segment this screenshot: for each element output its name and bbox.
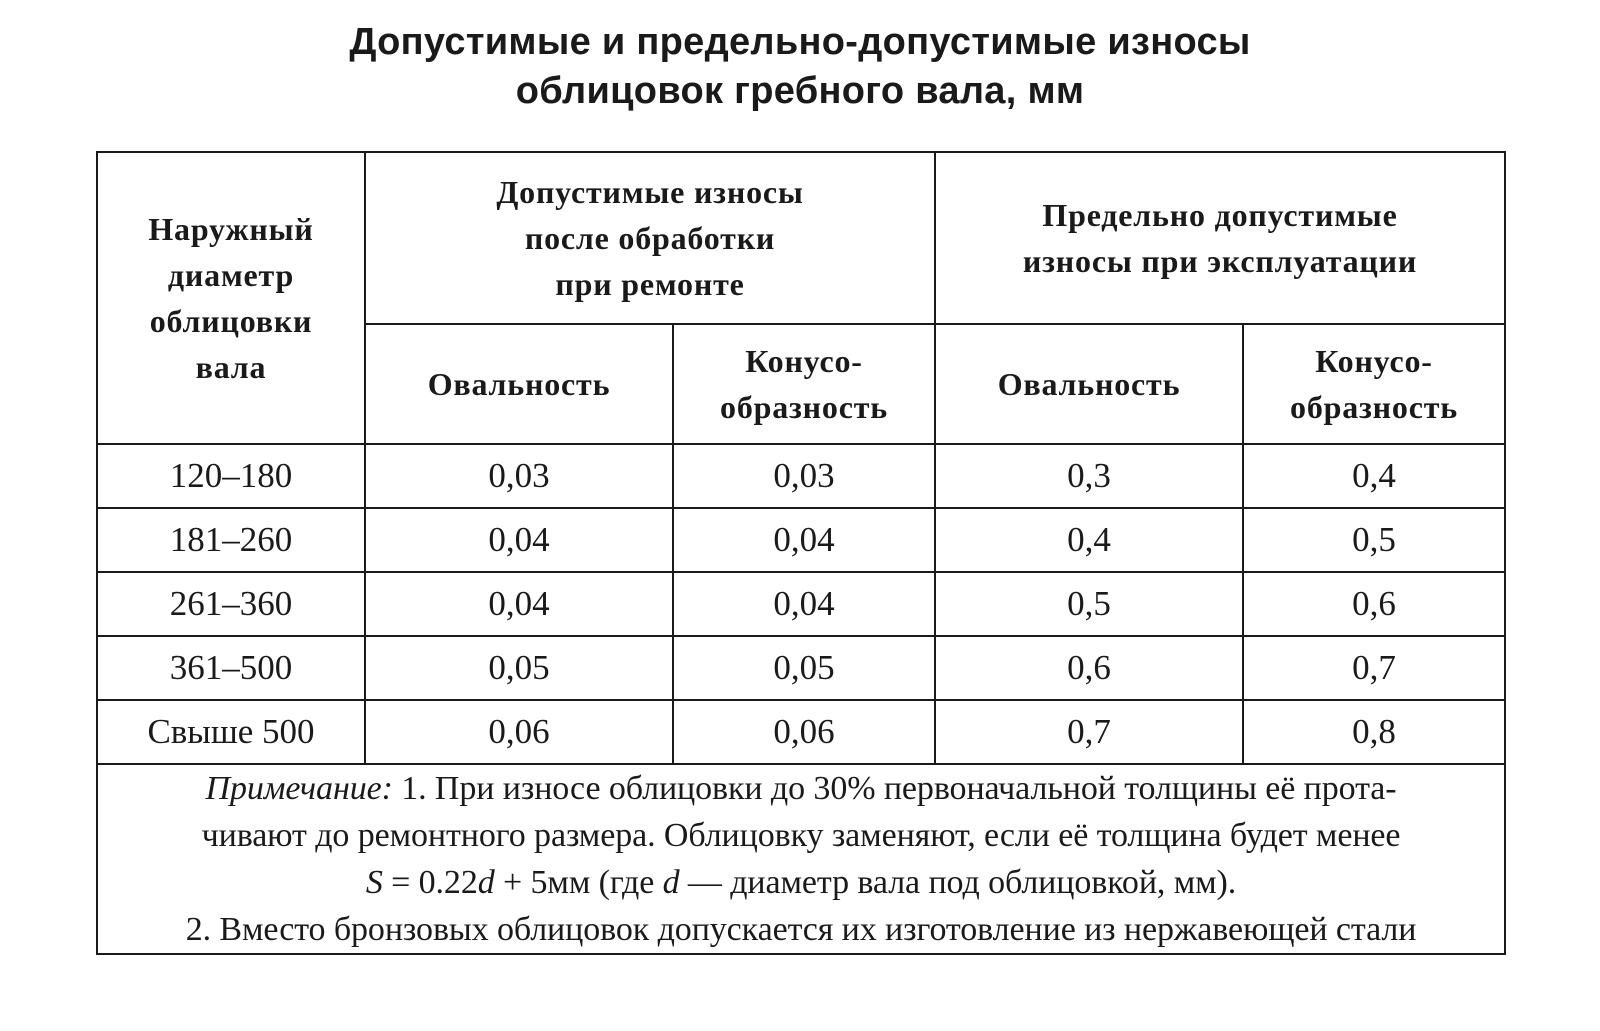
wear-limits-table [96, 151, 1506, 955]
header-group-operation: Предельно допустимые износы при эксплуатации [935, 152, 1505, 324]
cell-diameter: 361–500 [97, 636, 365, 700]
cell-operation-ovality: 0,6 [935, 636, 1243, 700]
note-label: Примечание: [205, 770, 393, 807]
note-row [97, 764, 1505, 954]
note-line-1: Примечание: 1. При износе облицовки до 30% первоначальной толщины её прота- [205, 770, 1397, 807]
cell-repair-taper: 0,05 [673, 636, 935, 700]
header-row-1 [97, 152, 1505, 324]
cell-repair-ovality: 0,06 [365, 700, 673, 764]
cell-operation-ovality: 0,4 [935, 508, 1243, 572]
header-operation-taper: Конусо- образность [1243, 324, 1505, 444]
cell-operation-taper: 0,8 [1243, 700, 1505, 764]
header-repair-taper: Конусо- образность [673, 324, 935, 444]
cell-operation-ovality: 0,5 [935, 572, 1243, 636]
header-group-repair: Допустимые износы после обработки при ремонте [365, 152, 935, 324]
cell-repair-ovality: 0,04 [365, 508, 673, 572]
cell-operation-ovality: 0,7 [935, 700, 1243, 764]
cell-operation-taper: 0,7 [1243, 636, 1505, 700]
cell-repair-taper: 0,06 [673, 700, 935, 764]
cell-repair-taper: 0,04 [673, 572, 935, 636]
cell-repair-ovality: 0,04 [365, 572, 673, 636]
cell-diameter: Свыше 500 [97, 700, 365, 764]
document-title [0, 18, 1600, 116]
cell-diameter: 261–360 [97, 572, 365, 636]
cell-repair-taper: 0,04 [673, 508, 935, 572]
cell-diameter: 120–180 [97, 444, 365, 508]
header-outer-diameter: Наружный диаметр облицовки вала [97, 152, 365, 444]
cell-operation-taper: 0,5 [1243, 508, 1505, 572]
header-repair-ovality: Овальность [365, 324, 673, 444]
cell-repair-ovality: 0,05 [365, 636, 673, 700]
cell-operation-ovality: 0,3 [935, 444, 1243, 508]
table-row [97, 636, 1505, 700]
cell-repair-taper: 0,03 [673, 444, 935, 508]
title-line-1: Допустимые и предельно-допустимые износы [349, 21, 1251, 63]
cell-operation-taper: 0,4 [1243, 444, 1505, 508]
title-line-2: облицовок гребного вала, мм [515, 70, 1085, 112]
table-note [97, 764, 1505, 954]
cell-operation-taper: 0,6 [1243, 572, 1505, 636]
table-row [97, 700, 1505, 764]
table-row [97, 508, 1505, 572]
note-line-3: S = 0.22d + 5мм (где d — диаметр вала под облицовкой, мм). [365, 864, 1237, 901]
note-line-2: чивают до ремонтного размера. Облицовку заменяют, если её толщина будет менее [201, 817, 1401, 854]
cell-repair-ovality: 0,03 [365, 444, 673, 508]
note-line-4: 2. Вместо бронзовых облицовок допускается их изготовление из нержавеющей стали [185, 911, 1417, 948]
cell-diameter: 181–260 [97, 508, 365, 572]
header-operation-ovality: Овальность [935, 324, 1243, 444]
table-row [97, 444, 1505, 508]
table-row [97, 572, 1505, 636]
